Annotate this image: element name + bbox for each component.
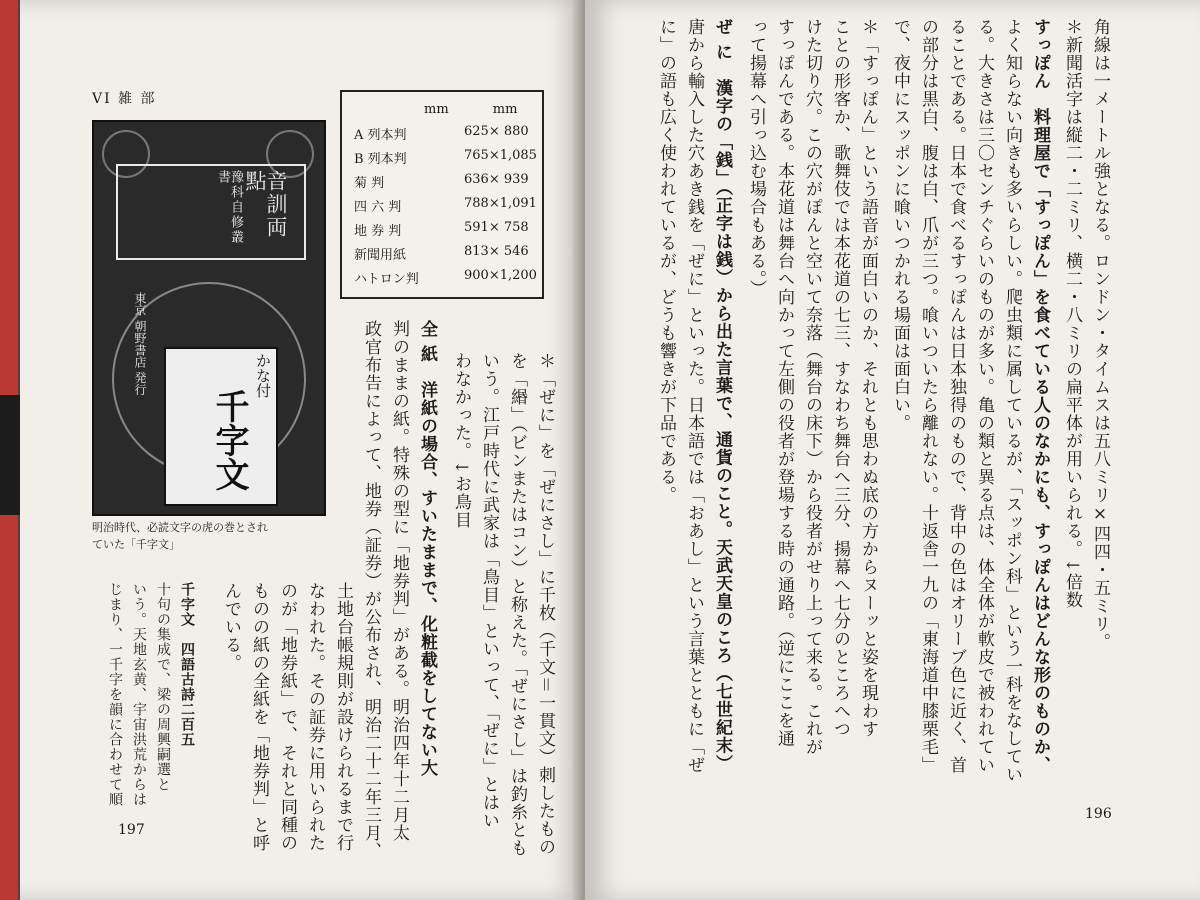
cover-kana: かな付 bbox=[254, 353, 272, 398]
text-column: んでいる。 bbox=[221, 582, 241, 672]
right-page bbox=[585, 0, 1200, 900]
cover-publisher: 東京 朝野書店 発行 bbox=[133, 292, 147, 396]
text-column: いう。天地玄黄、宇宙洪荒からは bbox=[131, 582, 147, 807]
size-dims: 625× 880 bbox=[464, 124, 529, 139]
size-row bbox=[354, 172, 529, 191]
text-column: なわれた。その証券に用いられた bbox=[305, 582, 325, 852]
cover-band-col: 音訓両點 bbox=[243, 170, 288, 239]
cover-title-band bbox=[116, 164, 306, 260]
size-dims: 765×1,085 bbox=[464, 148, 537, 163]
size-dims: 788×1,091 bbox=[464, 196, 537, 211]
text-column: ことの形客か、歌舞伎では本花道の七三、すなわち舞台へ三分、揚幕へ七分のところへつ bbox=[830, 18, 850, 738]
cover-title-panel bbox=[164, 347, 278, 506]
text-column: ることである。日本で食べるすっぽんは日本独得のもので、背中の色はオリーブ色に近く、首 bbox=[946, 18, 966, 774]
page-number-left: 197 bbox=[118, 822, 145, 838]
text-column: で、夜中にスッポンに喰いつかれる場面は面白い。 bbox=[890, 18, 910, 432]
entry-heading-column: すっぽん 料理屋で「すっぽん」を食べている人のなかにも、すっぽんはどんな形のものか、 bbox=[1030, 18, 1050, 774]
size-units-row bbox=[424, 102, 517, 117]
entry-heading-column: ぜ に 漢字の「銭」（正字は銭）から出た言葉で、通貨のこと。天武天皇のころ（七世紀末） bbox=[712, 18, 732, 773]
size-row bbox=[354, 220, 529, 239]
size-dims: 636× 939 bbox=[464, 172, 529, 187]
size-name: 新聞用紙 bbox=[354, 248, 407, 263]
text-column: る。大きさは三〇センチぐらいのものが多い。亀の類と異る点は、体全体が軟皮で被われてい bbox=[974, 18, 994, 774]
text-column: じまり、一千字を韻に合わせて順 bbox=[107, 582, 123, 807]
entry-heading-column: 千字文 四語古詩二百五 bbox=[179, 582, 195, 747]
text-column: を「緡」（ビンまたはコン）と称えた。「ぜにさし」は釣糸とも bbox=[507, 352, 527, 857]
text-column: 政官布告によって、地券（証券）が公布され、明治二十二年三月、 bbox=[361, 320, 381, 860]
text-column: すっぽんである。本花道は舞台へ向かって左側の役者が登場する時の通路。（逆にここを通 bbox=[774, 18, 794, 748]
text-column: 十句の集成で、梁の周興嗣選と bbox=[155, 582, 171, 792]
caption-line: 明治時代、必読文字の虎の巻とされ bbox=[92, 521, 268, 534]
text-column: ＊「ぜに」を「ぜにさし」に千枚（千文＝一貫文）刺したもの bbox=[535, 352, 555, 856]
text-column: 角線は一メートル強となる。ロンドン・タイムスは五八ミリ×四四・五ミリ。 bbox=[1090, 18, 1110, 651]
caption-line: ていた「千字文」 bbox=[92, 538, 180, 552]
entry-heading-column: 全 紙 洋紙の場合、すいたままで、化粧截をしてない大 bbox=[417, 320, 437, 777]
size-dims: 591× 758 bbox=[464, 220, 529, 235]
text-column: いう。江戸時代に武家は「鳥目」といって、「ぜに」とはい bbox=[479, 352, 499, 830]
text-column: 土地台帳規則が設けられるまで行 bbox=[333, 582, 353, 852]
text-column: って揚幕へ引っ込む場合もある。） bbox=[746, 18, 766, 298]
size-name: B 列本判 bbox=[354, 152, 407, 167]
text-column: 判のままの紙。特殊の型に「地券判」がある。明治四年十二月太 bbox=[389, 320, 409, 842]
text-column: ＊新聞活字は縦二・二ミリ、横二・八ミリの扁平体が用いられる。↓倍数 bbox=[1062, 18, 1082, 610]
size-dims: 813× 546 bbox=[464, 244, 529, 259]
left-page bbox=[20, 0, 585, 900]
unit-label: mm bbox=[424, 102, 449, 117]
cover-band-col: 豫科自修叢書 bbox=[215, 170, 243, 245]
text-column: けた切り穴。この穴がぽんと空いて奈落（舞台の床下）から役者がせり上って来る。これが bbox=[802, 18, 822, 756]
size-row bbox=[354, 148, 537, 167]
text-column: のが「地券紙」で、それと同種の bbox=[277, 582, 297, 852]
size-row bbox=[354, 268, 537, 287]
size-row bbox=[354, 196, 537, 215]
text-column: よく知らない向きも多いらしい。爬虫類に属しているが、「スッポン科」という一科をなしてい bbox=[1002, 18, 1022, 784]
senjimon-cover-image bbox=[92, 120, 326, 516]
text-column: 唐から輸入した穴あき銭を「ぜに」といった。日本語では「おあし」という言葉とともに「ぜ bbox=[684, 18, 704, 774]
size-name: 地 券 判 bbox=[354, 224, 402, 239]
text-column: に」の語も広く使われているが、どうも響きが下品である。 bbox=[656, 18, 676, 504]
text-column: わなかった。↓お鳥目 bbox=[451, 352, 471, 530]
size-row bbox=[354, 124, 529, 143]
paper-size-table bbox=[340, 90, 544, 299]
unit-label: mm bbox=[492, 102, 518, 117]
running-head: VI 雑 部 bbox=[92, 91, 157, 107]
size-name: 四 六 判 bbox=[354, 200, 402, 215]
cover-main-title: 千字文 bbox=[209, 389, 249, 491]
cover-caption bbox=[92, 519, 342, 553]
size-row bbox=[354, 244, 529, 263]
size-name: 菊 判 bbox=[354, 176, 385, 191]
size-name: A 列本判 bbox=[354, 128, 407, 143]
page-number-right: 196 bbox=[1085, 806, 1112, 822]
text-column: の部分は黒白、腹は白、爪が三つ。喰いついたら離れない。十返舎一九の「東海道中膝栗毛」 bbox=[918, 18, 938, 774]
size-dims: 900×1,200 bbox=[464, 268, 537, 283]
size-name: ハトロン判 bbox=[354, 272, 419, 287]
text-column: ＊「すっぽん」という語音が面白いのか、それとも思わぬ底の方からヌーッと姿を現わす bbox=[858, 18, 878, 738]
text-column: ものの紙の全紙を「地券判」と呼 bbox=[249, 582, 269, 852]
